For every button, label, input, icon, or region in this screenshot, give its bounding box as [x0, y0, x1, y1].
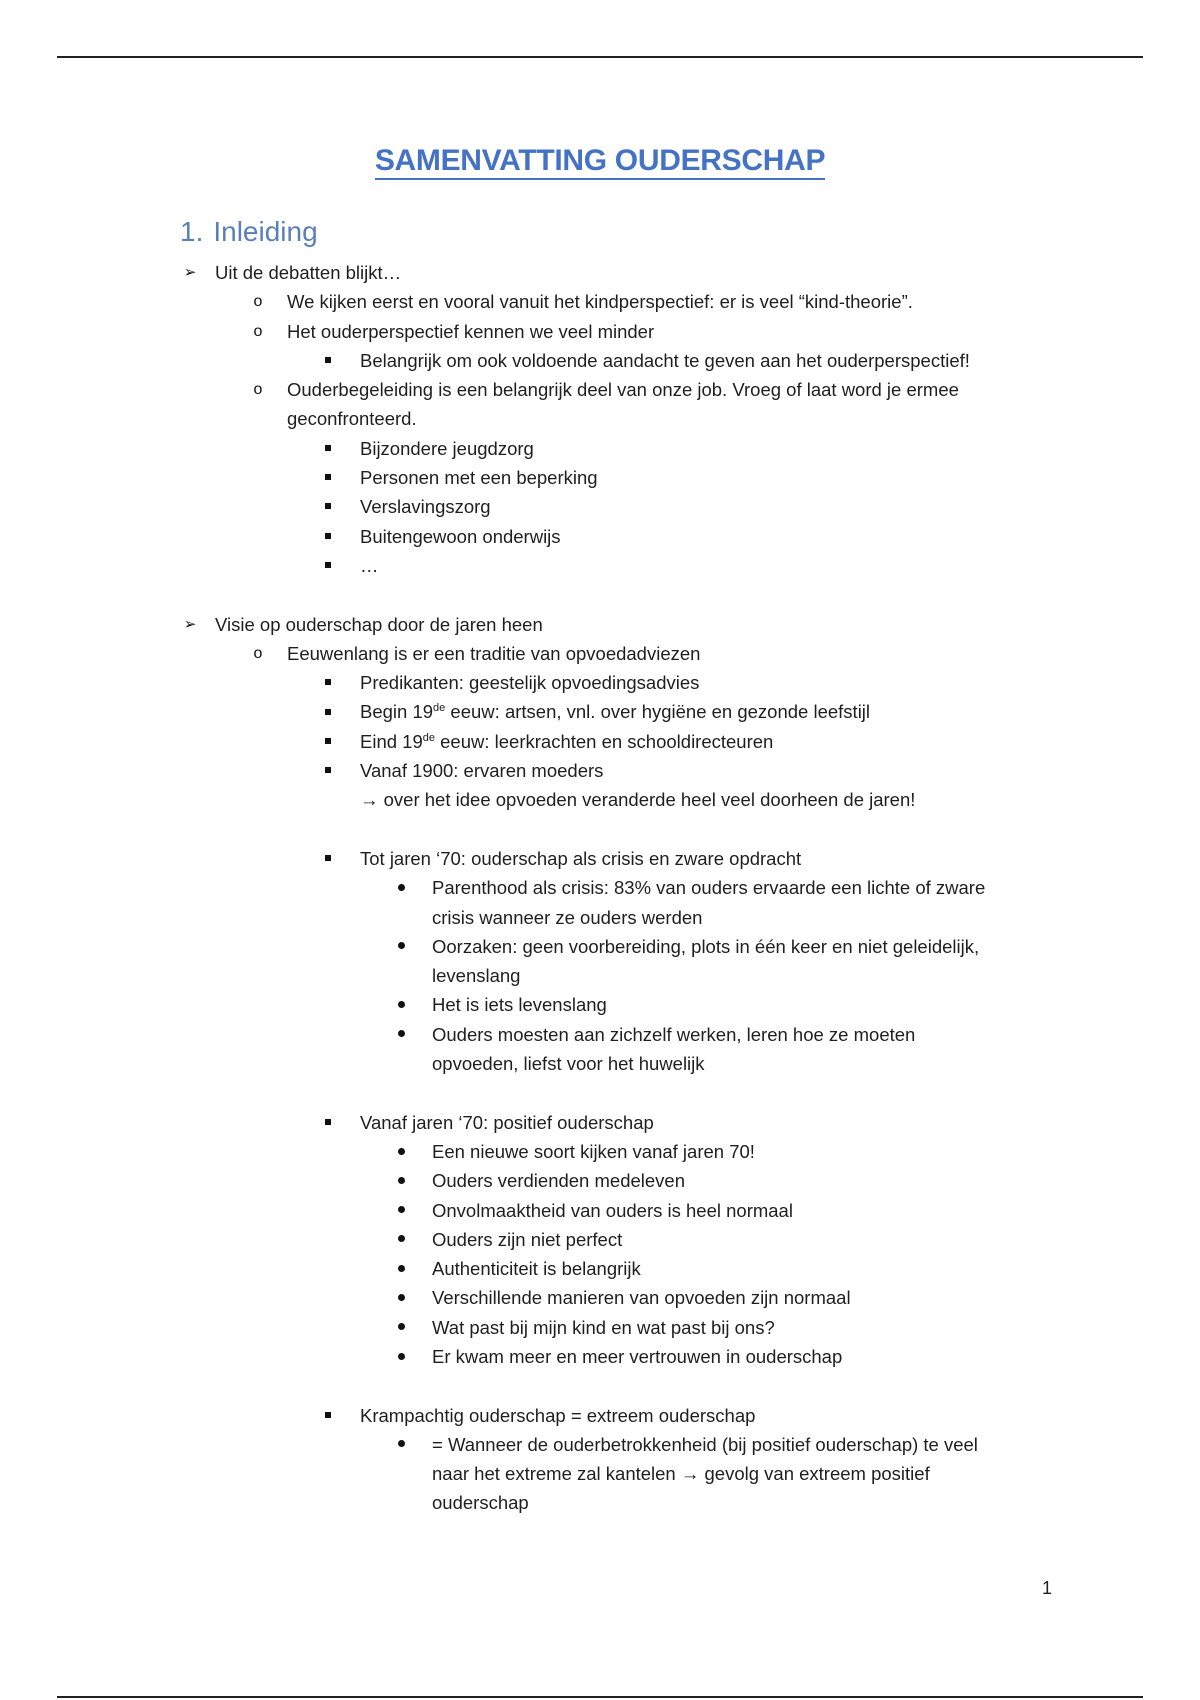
square-bullet-icon — [322, 346, 334, 375]
spacer — [0, 815, 1200, 844]
square-bullet-icon — [322, 697, 334, 726]
list-item-continuation: opvoeden, liefst voor het huwelijk — [432, 1053, 705, 1075]
disc-bullet-icon — [394, 1020, 408, 1049]
circle-bullet-icon: o — [253, 322, 263, 340]
list-item: Vanaf jaren ‘70: positief ouderschap — [0, 1108, 1200, 1137]
square-bullet-icon — [322, 668, 334, 697]
list-item: Ouders zijn niet perfect — [0, 1225, 1200, 1254]
list-item: = Wanneer de ouderbetrokkenheid (bij positief ouderschap) te veel — [0, 1430, 1200, 1459]
disc-bullet-icon — [394, 1430, 408, 1459]
list-item: o We kijken eerst en vooral vanuit het kindperspectief: er is veel “kind-theorie”. — [0, 287, 1200, 316]
disc-bullet-icon — [394, 1254, 408, 1283]
footer-rule — [57, 1696, 1143, 1698]
square-bullet-icon — [322, 1401, 334, 1430]
list-item-continuation: naar het extreme zal kantelen → gevolg van extreem positief — [432, 1463, 930, 1485]
list-item-continuation: → over het idee opvoeden veranderde heel veel doorheen de jaren! — [360, 789, 916, 811]
square-bullet-icon — [322, 756, 334, 785]
square-bullet-icon — [322, 844, 334, 873]
page-number: 1 — [1042, 1578, 1053, 1598]
circle-bullet-icon: o — [253, 381, 263, 399]
circle-bullet-icon: o — [253, 293, 263, 311]
list-item-continuation: levenslang — [432, 965, 521, 987]
list-item: o Ouderbegeleiding is een belangrijk deel van onze job. Vroeg of laat word je ermee — [0, 375, 1200, 404]
list-item: ➢ Uit de debatten blijkt… — [0, 258, 1200, 287]
list-item: Authenticiteit is belangrijk — [0, 1254, 1200, 1283]
list-item: Wat past bij mijn kind en wat past bij ons? — [0, 1313, 1200, 1342]
list-item: Verslavingszorg — [0, 492, 1200, 521]
spacer — [0, 580, 1200, 609]
disc-bullet-icon — [394, 1225, 408, 1254]
square-bullet-icon — [322, 1108, 334, 1137]
arrowhead-bullet-icon: ➢ — [183, 264, 197, 281]
disc-bullet-icon — [394, 1196, 408, 1225]
arrowhead-bullet-icon: ➢ — [183, 615, 197, 633]
square-bullet-icon — [322, 492, 334, 521]
list-item: Personen met een beperking — [0, 463, 1200, 492]
header-rule — [57, 56, 1143, 58]
disc-bullet-icon — [394, 1166, 408, 1195]
list-item: Onvolmaaktheid van ouders is heel normaal — [0, 1196, 1200, 1225]
list-item: Er kwam meer en meer vertrouwen in ouderschap — [0, 1342, 1200, 1371]
list-item: Predikanten: geestelijk opvoedingsadvies — [0, 668, 1200, 697]
list-item: o Eeuwenlang is er een traditie van opvoedadviezen — [0, 639, 1200, 668]
spacer — [0, 1371, 1200, 1400]
list-item: Vanaf 1900: ervaren moeders — [0, 756, 1200, 785]
list-item: Een nieuwe soort kijken vanaf jaren 70! — [0, 1137, 1200, 1166]
list-item: Begin 19de eeuw: artsen, vnl. over hygiëne en gezonde leefstijl — [0, 697, 1200, 726]
list-item: Oorzaken: geen voorbereiding, plots in één keer en niet geleidelijk, — [0, 932, 1200, 961]
spacer — [0, 1078, 1200, 1107]
list-item: Het is iets levenslang — [0, 990, 1200, 1019]
circle-bullet-icon: o — [253, 644, 263, 662]
disc-bullet-icon — [394, 932, 408, 961]
disc-bullet-icon — [394, 873, 408, 902]
list-item: Parenthood als crisis: 83% van ouders ervaarde een lichte of zware — [0, 873, 1200, 902]
disc-bullet-icon — [394, 1137, 408, 1166]
square-bullet-icon — [322, 551, 334, 580]
square-bullet-icon — [322, 522, 334, 551]
disc-bullet-icon — [394, 1313, 408, 1342]
list-item: Verschillende manieren van opvoeden zijn normaal — [0, 1283, 1200, 1312]
list-item: ➢ Visie op ouderschap door de jaren heen — [0, 610, 1200, 639]
list-item: Ouders moesten aan zichzelf werken, leren hoe ze moeten — [0, 1020, 1200, 1049]
square-bullet-icon — [322, 434, 334, 463]
section-title: Inleiding — [213, 216, 318, 247]
list-item: o Het ouderperspectief kennen we veel minder — [0, 317, 1200, 346]
list-item-continuation: geconfronteerd. — [287, 408, 417, 430]
section-number: 1. — [180, 216, 204, 247]
list-item: Belangrijk om ook voldoende aandacht te geven aan het ouderperspectief! — [0, 346, 1200, 375]
document-body — [0, 258, 1200, 1518]
document-title: SAMENVATTING OUDERSCHAP — [0, 144, 1200, 178]
square-bullet-icon — [322, 727, 334, 756]
list-item: Krampachtig ouderschap = extreem ouderschap — [0, 1401, 1200, 1430]
list-item: Bijzondere jeugdzorg — [0, 434, 1200, 463]
disc-bullet-icon — [394, 1342, 408, 1371]
list-item: Ouders verdienden medeleven — [0, 1166, 1200, 1195]
list-item: … — [0, 551, 1200, 580]
list-item-continuation: ouderschap — [432, 1492, 529, 1514]
list-item: Eind 19de eeuw: leerkrachten en schooldirecteuren — [0, 727, 1200, 756]
disc-bullet-icon — [394, 990, 408, 1019]
square-bullet-icon — [322, 463, 334, 492]
list-item: Buitengewoon onderwijs — [0, 522, 1200, 551]
section-heading — [180, 216, 318, 248]
list-item: Tot jaren ‘70: ouderschap als crisis en zware opdracht — [0, 844, 1200, 873]
disc-bullet-icon — [394, 1283, 408, 1312]
list-item-continuation: crisis wanneer ze ouders werden — [432, 906, 703, 928]
